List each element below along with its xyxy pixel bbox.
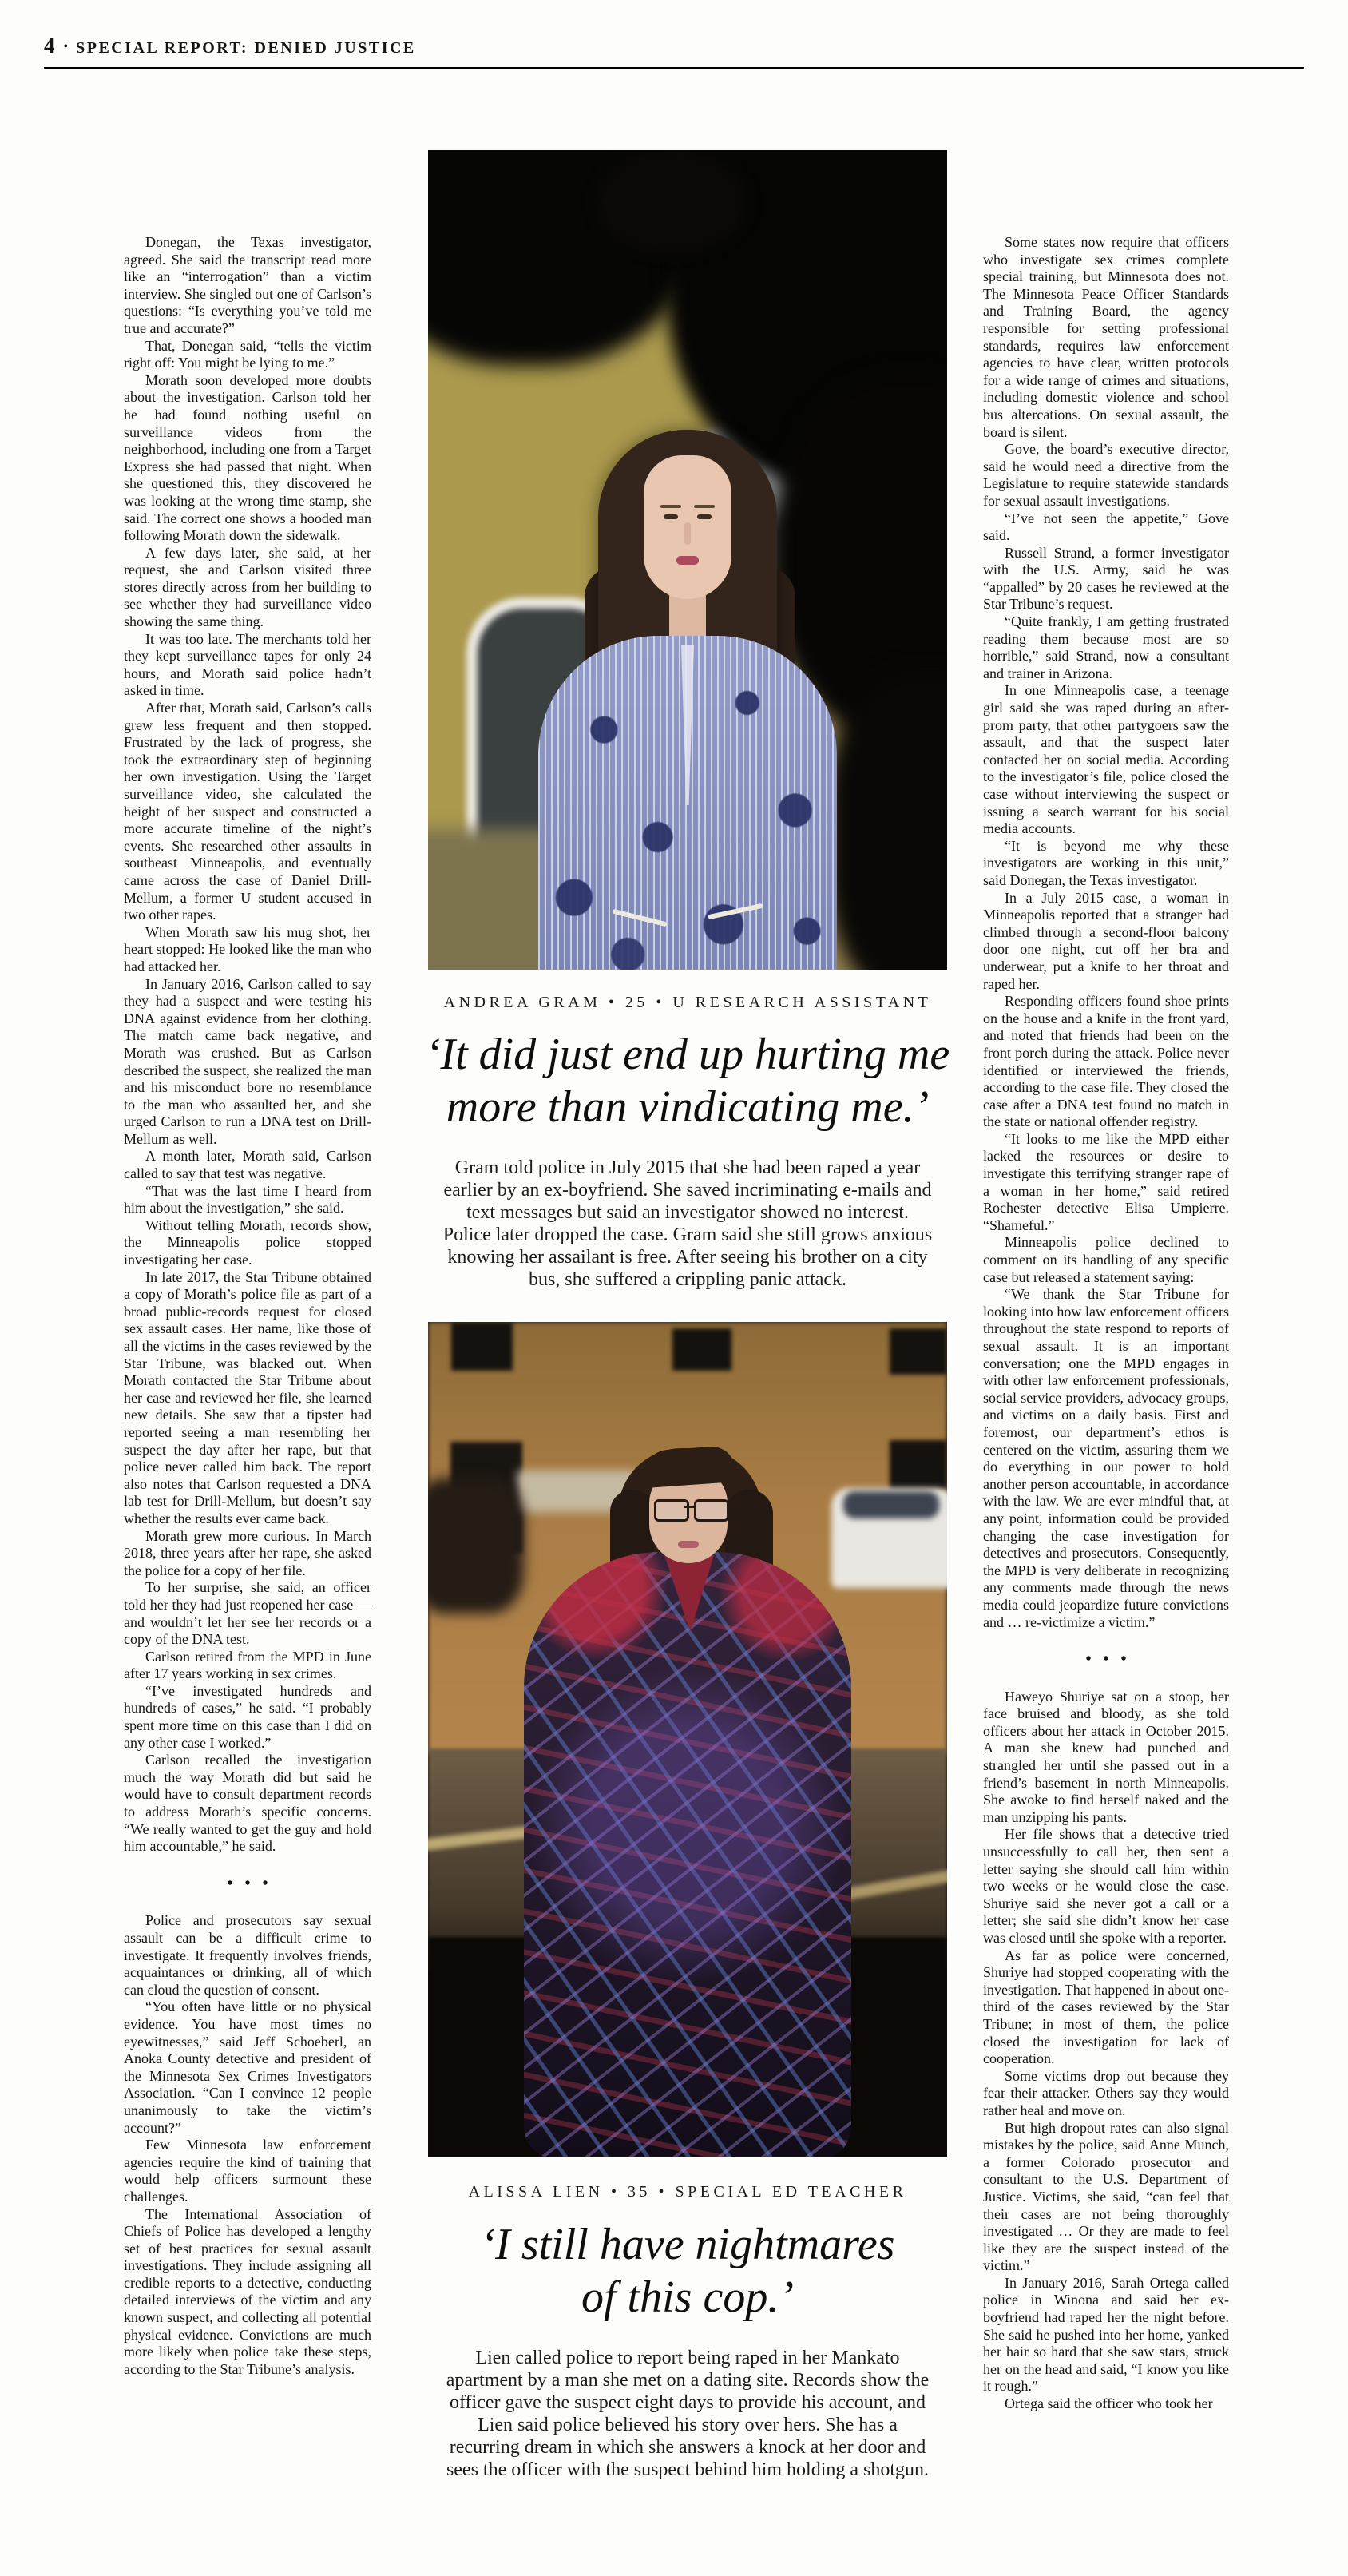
nose [684, 522, 691, 545]
article-column-right [983, 234, 1229, 2464]
building-window [890, 1440, 947, 1490]
pull-quote-line: more than vindicating me.’ [446, 1082, 930, 1132]
body-paragraph: In January 2016, Carlson called to say they had a suspect and were testing his DNA against evidence from her clothing. The match came back negative, and Morath was crushed. But as Carlson described the suspect, she realized the man and his misconduct bore no resemblance to the man who assaulted her, and she urged Carlson to run a DNA test on Drill-Mellum as well. [124, 975, 371, 1147]
shaded-vehicle [428, 1478, 524, 1613]
page-header [44, 34, 416, 58]
body-paragraph: Morath grew more curious. In March 2018, three years after her rape, she asked the police for a copy of her file. [124, 1527, 371, 1578]
body-paragraph: “I’ve investigated hundreds and hundreds of cases,” he said. “I probably spent more time on this case than I did on any other case I worked.” [124, 1682, 371, 1751]
eyebrow [694, 505, 715, 508]
photo-kicker-alissa-lien: ALISSA LIEN • 35 • SPECIAL ED TEACHER [468, 2183, 907, 2201]
body-paragraph: Minneapolis police declined to comment on its handling of any specific case but released a statement saying: [983, 1234, 1229, 1285]
body-paragraph: When Morath saw his mug shot, her heart stopped: He looked like the man who had attacked her. [124, 923, 371, 974]
body-paragraph: “That was the last time I heard from him about the investigation,” she said. [124, 1182, 371, 1217]
header-rule [44, 67, 1304, 69]
body-paragraph: It was too late. The merchants told her they kept surveillance tapes for only 24 hours, and Morath said police hadn’t asked in time. [124, 630, 371, 699]
pull-quote-line: ‘It did just end up hurting me [425, 1030, 950, 1079]
body-paragraph: Gove, the board’s executive director, said he would need a directive from the Legislature to require statewide standards for sexual assault investigations. [983, 441, 1229, 509]
section-break: ••• [227, 1874, 280, 1892]
body-paragraph: “It looks to me like the MPD either lacked the resources or desire to investigate this terrifying stranger rape of a woman in her home,” said retired Rochester detective Elisa Umpierre. “Shameful.” [983, 1130, 1229, 1233]
section-label: SPECIAL REPORT: DENIED JUSTICE [76, 39, 416, 57]
eyebrow [660, 505, 681, 508]
photo-andrea-gram [428, 150, 947, 970]
body-paragraph: The International Association of Chiefs of Police has developed a lengthy set of best practices for sexual assault investigations. They include assigning all credible reports to a detective, conducting detailed interviews of the victim and any known suspect, and collecting all potential physical evidence. Convictions are much more likely when police take these steps, according to the Star Tribune’s analysis. [124, 2205, 371, 2377]
body-paragraph: Some victims drop out because they fear their attacker. Others say they would rather heal and move on. [983, 2067, 1229, 2118]
body-paragraph: Carlson recalled the investigation much the way Morath did but said he would have to consult department records to address Morath’s specific concerns. “We really wanted to get the guy and hold him accountable,” he said. [124, 1752, 371, 1855]
lips [676, 556, 699, 565]
body-paragraph: “Quite frankly, I am getting frustrated reading them because most are so horrible,” said Strand, now a consultant and trainer in Arizona. [983, 613, 1229, 681]
glasses-bridge [684, 1506, 694, 1508]
article-column-left [124, 234, 371, 2464]
pull-quote-andrea-gram [416, 1028, 959, 1133]
glasses-lens [694, 1499, 729, 1522]
building-window [672, 1328, 731, 1371]
body-paragraph: A few days later, she said, at her request, she and Carlson visited three stores directly across from her building to see whether they had surveillance video showing the same thing. [124, 544, 371, 630]
building-window [890, 1328, 947, 1375]
photo-caption-alissa-lien: Lien called police to report being raped in her Mankato apartment by a man she met on a dating site. Records show the officer gave the suspect eight days to provide his account, and Lien said police believed his story over hers. She has a recurring dream in which she answers a knock at her door and sees the officer with the suspect behind him holding a shotgun. [446, 2348, 930, 2480]
body-paragraph: Ortega said the officer who took her [1005, 2395, 1213, 2412]
body-paragraph: In a July 2015 case, a woman in Minneapolis reported that a stranger had climbed through a second-floor balcony door one night, cut off her bra and underwear, put a knife to her throat and raped her. [983, 889, 1229, 992]
body-paragraph: Donegan, the Texas investigator, agreed. She said the transcript read more like an “interrogation” than a victim interview. She singled out one of Carlson’s questions: “Is everything you’ve told me true and accurate?” [124, 234, 371, 336]
body-paragraph: “We thank the Star Tribune for looking into how law enforcement officers throughout the state respond to reports of sexual assault. It is an important conversation; one the MPD engages in with other law enforcement professionals, social service providers, advocacy groups, and victims on a daily basis. First and foremost, our department’s ethos is centered on the victim, assuring them we do everything in our power to hold another person accountable, in accordance with the law. We are ever mindful that, at any point, information could be provided changing the case investigation for detectives and prosecutors. Consequently, the MPD is very deliberate in recognizing any comments made through the news media could jeopardize future convictions and … re-victimize a victim.” [983, 1286, 1229, 1630]
body-paragraph: Police and prosecutors say sexual assault can be a difficult crime to investigate. It frequently involves friends, acquaintances or drinking, all of which can cloud the question of consent. [124, 1912, 371, 1998]
face [644, 455, 731, 599]
pull-quote-alissa-lien [416, 2218, 959, 2324]
photo-caption-andrea-gram: Gram told police in July 2015 that she had been raped a year earlier by an ex-boyfriend. She saved incriminating e-mails and text messages but said an investigator showed no interest. Police later dropped the case. Gram said she still grows anxious knowing her assailant is free. After seeing his brother on a city bus, she suffered a crippling panic attack. [442, 1157, 933, 1290]
body-paragraph: Without telling Morath, records show, the Minneapolis police stopped investigating her case. [124, 1217, 371, 1268]
body-paragraph: “You often have little or no physical evidence. You have most times no eyewitnesses,” said Jeff Schoeberl, an Anoka County detective and president of the Minnesota Sex Crimes Investigators Association. “Can I convince 12 people unanimously to take the victim’s account?” [124, 1998, 371, 2136]
body-paragraph: Some states now require that officers who investigate sex crimes complete special training, but Minnesota does not. The Minnesota Peace Officer Standards and Training Board, the agency responsible for setting professional standards, requires law enforcement agencies to have clear, written protocols for a wide range of crimes and situations, including domestic violence and school bus altercations. On sexual assault, the board is silent. [983, 234, 1229, 440]
body-paragraph: After that, Morath said, Carlson’s calls grew less frequent and then stopped. Frustrated by the lack of progress, she took the extraordinary step of beginning her own investigation. Using the Target surveillance video, she calculated the height of her suspect and constructed a more accurate timeline of the night’s events. She researched other assaults in southeast Minneapolis, and eventually came across the case of Daniel Drill-Mellum, a former U student accused in two other rapes. [124, 700, 371, 923]
body-paragraph: Her file shows that a detective tried unsuccessfully to call her, then sent a letter saying she should call him within two weeks or he would close the case. Shuriye said she never got a call or a letter; she said she didn’t know her case was closed until she spoke with a reporter. [983, 1826, 1229, 1946]
plaid-shirt [524, 1552, 851, 2157]
body-paragraph: In January 2016, Sarah Ortega called police in Winona and said her ex-boyfriend had raped her the night before. She said he pushed into her home, yanked her hair so hard that she saw stars, struck her on the head and said, “I know you like it rough.” [983, 2274, 1229, 2395]
body-paragraph: Responding officers found shoe prints on the house and a knife in the front yard, and noted that friends had been on the front porch during the attack. Police never identified or interviewed the friends, according to the case file. They closed the case after a DNA test found no match in the state or national offender registry. [983, 993, 1229, 1130]
body-paragraph: “It is beyond me why these investigators are working in this unit,” said Donegan, the Texas investigator. [983, 837, 1229, 888]
car-windshield [843, 1491, 939, 1518]
pull-quote-line: ‘I still have nightmares [480, 2220, 895, 2269]
body-paragraph: “I’ve not seen the appetite,” Gove said. [983, 510, 1229, 544]
body-paragraph: In one Minneapolis case, a teenage girl said she was raped during an after-prom party, that other partygoers saw the assault, and that the suspect later contacted her on social media. According to the investigator’s file, police closed the case without interviewing the suspect or issuing a search warrant for his social media accounts. [983, 682, 1229, 837]
section-break: ••• [1085, 1650, 1139, 1669]
glasses-lens [654, 1499, 689, 1522]
photo-kicker-andrea-gram: ANDREA GRAM • 25 • U RESEARCH ASSISTANT [443, 994, 932, 1011]
body-paragraph: That, Donegan said, “tells the victim right off: You might be lying to me.” [124, 337, 371, 371]
body-paragraph: Few Minnesota law enforcement agencies require the kind of training that would help officers surmount these challenges. [124, 2137, 371, 2205]
pull-quote-line: of this cop.’ [581, 2272, 794, 2322]
photo-alissa-lien [428, 1322, 947, 2157]
tree-leaves [596, 150, 747, 254]
body-paragraph: As far as police were concerned, Shuriye had stopped cooperating with the investigation. That happened in about one-third of the cases reviewed by the Star Tribune; in most of them, the police closed the investigation for lack of cooperation. [983, 1947, 1229, 2067]
body-paragraph: In late 2017, the Star Tribune obtained a copy of Morath’s police file as part of a broad public-records request for closed sex assault cases. Her name, like those of all the victims in the cases reviewed by the Star Tribune, was blacked out. When Morath contacted the Star Tribune about her case and reviewed her file, she learned new details. She saw that a tipster had reported seeing a man resembling her suspect the day after her rape, but that police never called him back. The report also notes that Carlson requested a DNA lab test for Drill-Mellum, but doesn’t say whether the results ever came back. [124, 1268, 371, 1526]
body-paragraph: Morath soon developed more doubts about the investigation. Carlson told her he had found nothing useful on surveillance videos from the neighborhood, including one from a Target Express she had passed that night. When she questioned this, they discovered he was looking at the wrong time stamp, she said. The correct one shows a hooded man following Morath down the sidewalk. [124, 371, 371, 544]
page-number: 4 [44, 34, 56, 58]
hair-bangs [644, 1445, 736, 1488]
body-paragraph: To her surprise, she said, an officer told her they had just reopened her case — and wouldn’t let her see her records or a copy of the DNA test. [124, 1579, 371, 1648]
building-window [451, 1322, 513, 1371]
body-paragraph: Carlson retired from the MPD in June after 17 years working in sex crimes. [124, 1648, 371, 1682]
body-paragraph: Haweyo Shuriye sat on a stoop, her face bruised and bloody, as she told officers about her attack in October 2015. A man she knew had punched and strangled her until she passed out in a friend’s basement in north Minneapolis. She awoke to find herself naked and the man unzipping his pants. [983, 1688, 1229, 1825]
bullet-separator-icon: • [63, 40, 69, 54]
body-paragraph: Russell Strand, a former investigator with the U.S. Army, said he was “appalled” by 20 cases he reviewed at the Star Tribune’s request. [983, 544, 1229, 613]
body-paragraph: But high dropout rates can also signal mistakes by the police, said Anne Munch, a former Colorado prosecutor and consultant to the U.S. Department of Justice. Victims, she said, “can feel that their cases are not being thoroughly investigated … Or they are made to feel like they are the suspect instead of the victim.” [983, 2119, 1229, 2274]
eye [697, 514, 712, 519]
lips [678, 1541, 699, 1548]
body-paragraph: A month later, Morath said, Carlson called to say that test was negative. [124, 1148, 371, 1182]
eye [664, 514, 678, 519]
